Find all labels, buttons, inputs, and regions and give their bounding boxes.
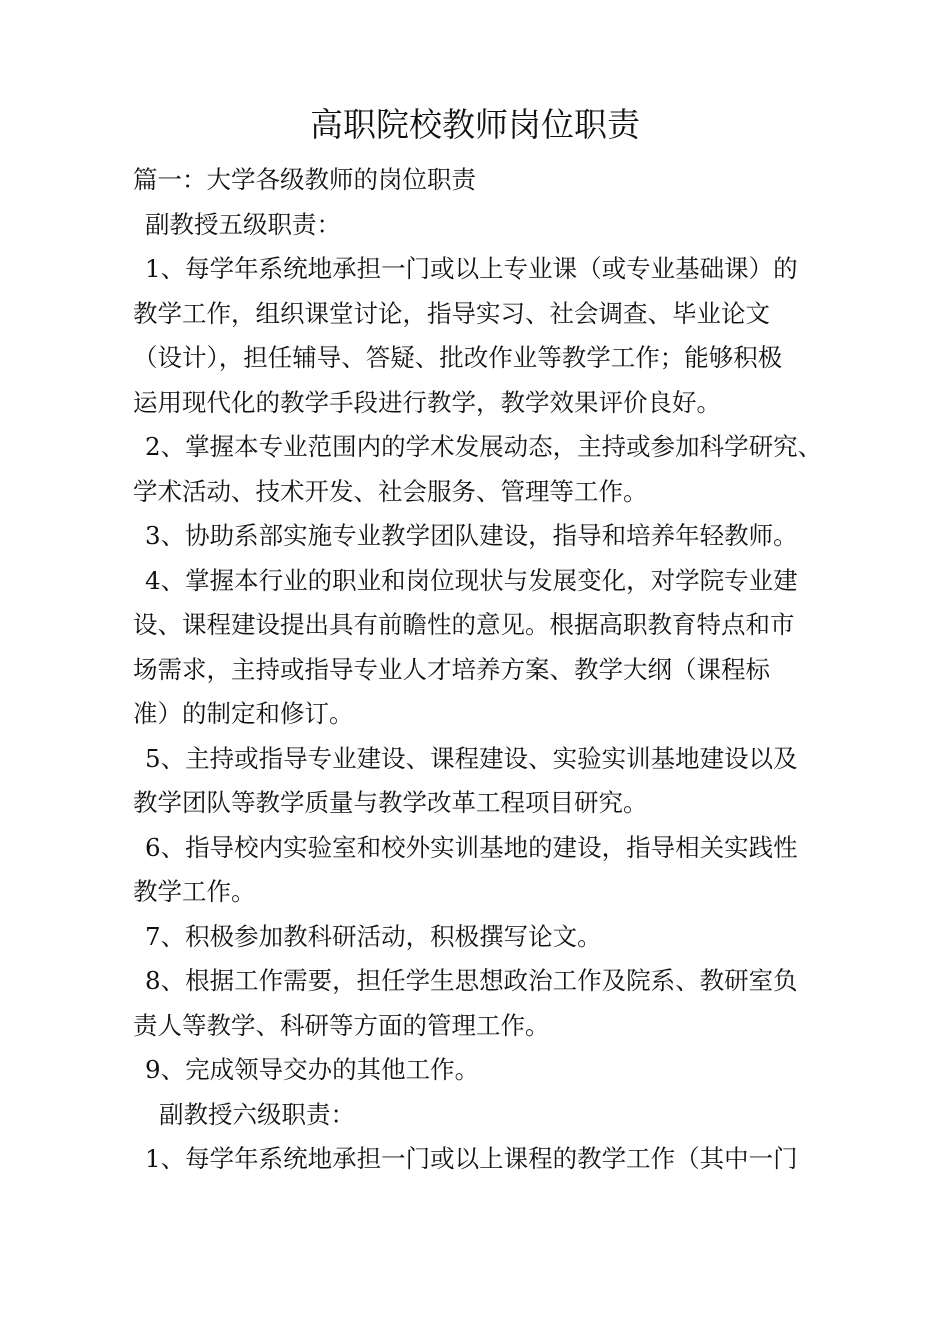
- paragraph-line: 准）的制定和修订。: [133, 699, 354, 728]
- paragraph-line: 学术活动、技术开发、社会服务、管理等工作。: [133, 476, 648, 506]
- paragraph-line: 教学工作，组织课堂讨论，指导实习、社会调查、毕业论文: [133, 298, 770, 328]
- section-heading: 篇一：大学各级教师的岗位职责: [133, 165, 476, 194]
- paragraph-line: 1、每学年系统地承担一门或以上课程的教学工作（其中一门: [145, 1144, 798, 1173]
- paragraph-line: 6、指导校内实验室和校外实训基地的建设，指导相关实践性: [145, 832, 798, 862]
- subsection-heading: 副教授五级职责：: [145, 209, 341, 239]
- paragraph-line: 2、掌握本专业范围内的学术发展动态，主持或参加科学研究、: [145, 432, 823, 461]
- paragraph-line: 7、积极参加教科研活动，积极撰写论文。: [145, 921, 602, 951]
- paragraph-line: 5、主持或指导专业建设、课程建设、实验实训基地建设以及: [145, 743, 798, 773]
- paragraph-line: 场需求，主持或指导专业人才培养方案、教学大纲（课程标: [133, 654, 770, 684]
- paragraph-line: 8、根据工作需要，担任学生思想政治工作及院系、教研室负: [145, 966, 798, 995]
- paragraph-line: 4、掌握本行业的职业和岗位现状与发展变化，对学院专业建: [145, 565, 798, 595]
- paragraph-line: 设、课程建设提出具有前瞻性的意见。根据高职教育特点和市: [133, 610, 795, 639]
- paragraph-line: 3、协助系部实施专业教学团队建设，指导和培养年轻教师。: [145, 521, 798, 550]
- paragraph-line: 运用现代化的教学手段进行教学，教学效果评价良好。: [133, 387, 721, 417]
- document-body: [133, 158, 853, 1182]
- paragraph-line: 教学工作。: [133, 877, 256, 906]
- paragraph-line: 1、每学年系统地承担一门或以上专业课（或专业基础课）的: [145, 254, 798, 283]
- paragraph-line: 9、完成领导交办的其他工作。: [145, 1055, 480, 1084]
- paragraph-line: 责人等教学、科研等方面的管理工作。: [133, 1010, 550, 1040]
- subsection-heading: 副教授六级职责：: [159, 1099, 355, 1129]
- paragraph-line: 教学团队等教学质量与教学改革工程项目研究。: [133, 788, 648, 817]
- paragraph-line: （设计），担任辅导、答疑、批改作业等教学工作；能够积极: [133, 343, 783, 372]
- document-title: 高职院校教师岗位职责: [310, 105, 640, 144]
